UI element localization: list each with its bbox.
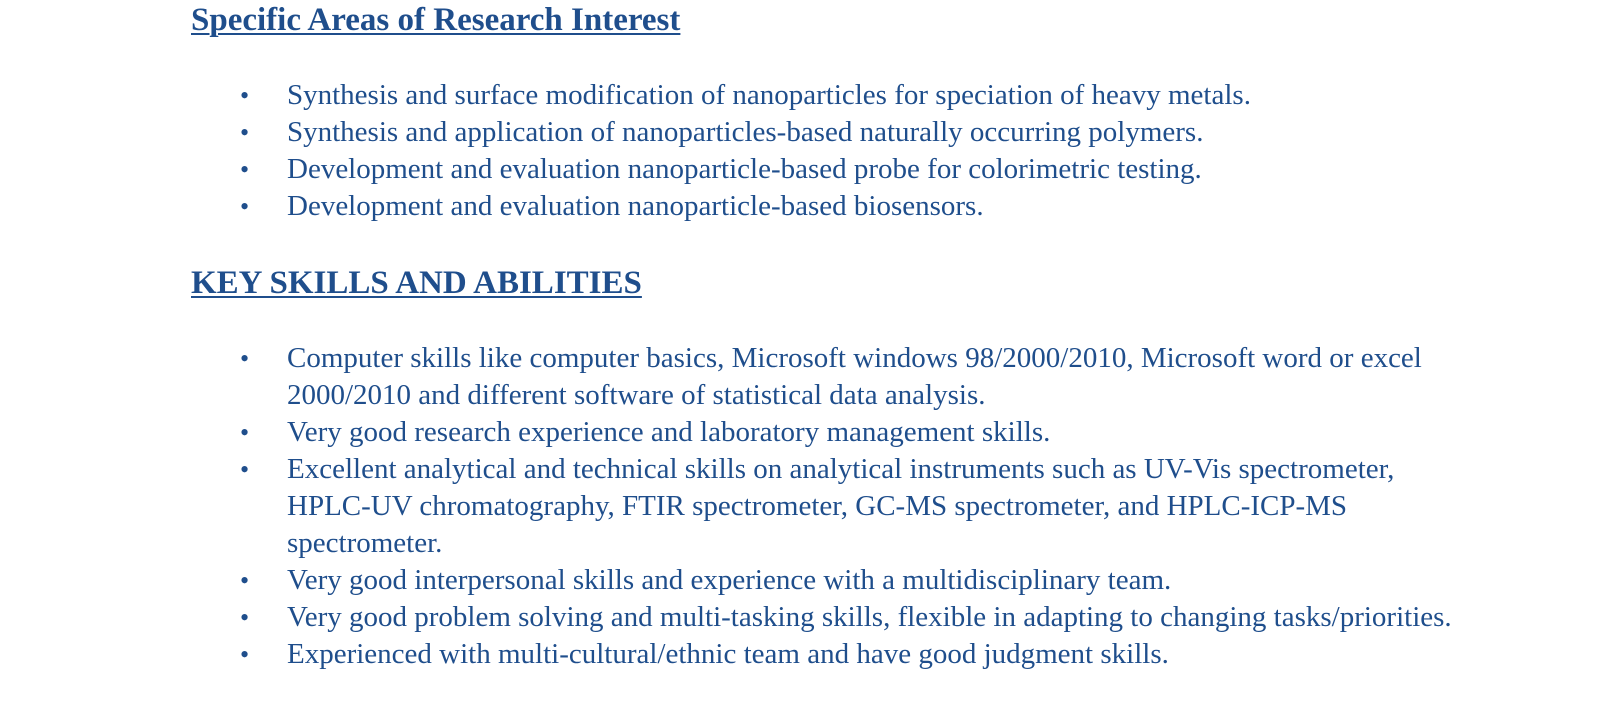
bullet-icon: • — [240, 640, 250, 669]
list-item-text: Experienced with multi-cultural/ethnic team and have good judgment skills. — [287, 638, 1169, 670]
research-interest-heading: Specific Areas of Research Interest — [191, 2, 681, 38]
bullet-icon: • — [240, 455, 250, 484]
bullet-icon: • — [240, 344, 250, 373]
bullet-icon: • — [240, 81, 250, 110]
key-skills-list — [0, 340, 1467, 673]
list-item-text: Synthesis and application of nanoparticles-based naturally occurring polymers. — [287, 116, 1204, 148]
list-item — [0, 562, 1467, 599]
list-item — [0, 451, 1467, 562]
list-item — [0, 414, 1467, 451]
list-item-text: Development and evaluation nanoparticle-based biosensors. — [287, 190, 984, 222]
list-item — [0, 599, 1467, 636]
list-item-text: Synthesis and surface modification of nanoparticles for speciation of heavy metals. — [287, 79, 1251, 111]
list-item-text: Very good interpersonal skills and experience with a multidisciplinary team. — [287, 564, 1172, 596]
research-interest-list — [0, 77, 1467, 225]
list-item — [0, 340, 1467, 414]
bullet-icon: • — [240, 155, 250, 184]
bullet-icon: • — [240, 192, 250, 221]
bullet-icon: • — [240, 118, 250, 147]
list-item-text: Excellent analytical and technical skills on analytical instruments such as UV-Vis spectrometer, HPLC-UV chromatography, FTIR spectrometer, GC-MS spectrometer, and HPLC-ICP-MS spectrometer. — [287, 453, 1395, 559]
list-item-text: Very good problem solving and multi-tasking skills, flexible in adapting to changing tasks/priorities. — [287, 601, 1452, 633]
list-item-text: Very good research experience and laboratory management skills. — [287, 416, 1051, 448]
list-item — [0, 77, 1467, 114]
list-item — [0, 114, 1467, 151]
list-item-text: Computer skills like computer basics, Microsoft windows 98/2000/2010, Microsoft word or excel 2000/2010 and different software of statistical data analysis. — [287, 342, 1422, 411]
key-skills-heading: KEY SKILLS AND ABILITIES — [191, 265, 642, 301]
list-item — [0, 636, 1467, 673]
list-item — [0, 188, 1467, 225]
list-item — [0, 151, 1467, 188]
bullet-icon: • — [240, 418, 250, 447]
bullet-icon: • — [240, 603, 250, 632]
list-item-text: Development and evaluation nanoparticle-based probe for colorimetric testing. — [287, 153, 1202, 185]
bullet-icon: • — [240, 566, 250, 595]
